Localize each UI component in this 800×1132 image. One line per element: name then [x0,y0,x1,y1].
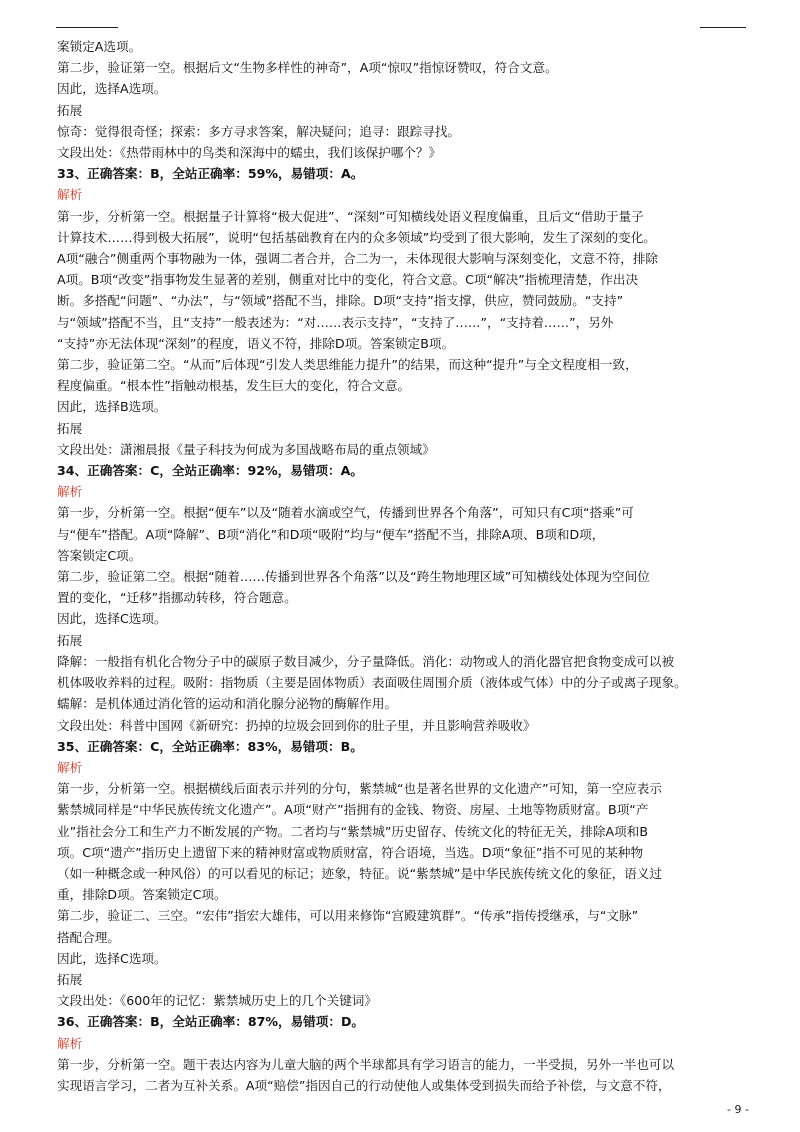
text-line: （如一种概念或一种风俗）的可以看见的标记；迹象，特征。说“紫禁城”是中华民族传统文化的象征，语义过 [57,865,662,881]
text-line: 程度偏重。“根本性”指触动根基，发生巨大的变化，符合文意。 [57,378,411,394]
analysis-heading: 解析 [57,759,83,775]
analysis-heading: 解析 [57,1035,83,1051]
text-line: 案锁定A选项。 [57,39,142,54]
text-line: 因此，选择C选项。 [57,611,167,627]
text-line: 项。C项“遗产”指历史上遗留下来的精神财富或物质财富，符合语境，当选。D项“象征”指不可见的某种物 [57,844,644,860]
text-line: 拓展 [57,420,83,436]
text-line: 文段出处：《600年的记忆：紫禁城历史上的几个关键词》 [57,993,377,1009]
text-line: 拓展 [57,632,83,648]
text-line: 文段出处：潇湘晨报《量子科技为何成为多国战略布局的重点领域》 [57,441,435,457]
text-line: 第一步，分析第一空。根据“便车”以及“随着水滴或空气，传播到世界各个角落”，可知只有C项“搭乘”可 [57,505,634,521]
header-rule-right [700,27,746,28]
answer-line: 36、正确答案：B，全站正确率：87%，易错项：D。 [57,1014,365,1030]
text-line: 与“便车”搭配。A项“降解”、B项“消化”和D项“吸附”均与“便车”搭配不当，排除A项、B项和D项， [57,526,605,542]
text-line: 惊奇：觉得很奇怪；探索：多方寻求答案，解决疑问；追寻：跟踪寻找。 [57,123,460,139]
text-line: 与“领域”搭配不当，且“支持”一般表述为：“对……表示支持”，“支持了……”，“支持着……”，另外 [57,314,614,330]
text-line: 搭配合理。 [57,929,120,945]
page-number: - 9 - [727,1103,749,1116]
text-line: 计算技术……得到极大拓展”，说明“包括基础教育在内的众多领域”均受到了很大影响，发生了深刻的变化。 [57,229,656,245]
text-line: A项“融合”侧重两个事物融为一体，强调二者合并，合二为一，未体现很大影响与深刻变化，文意不符，排除 [57,251,658,267]
answer-line: 34、正确答案：C，全站正确率：92%，易错项：A。 [57,463,363,479]
text-line: 断。多搭配“问题”、“办法”，与“领域”搭配不当，排除。D项“支持”指支撑，供应，赞同鼓励。“支持” [57,293,624,309]
text-line: 降解：一般指有机化合物分子中的碳原子数目减少，分子量降低。消化：动物或人的消化器官把食物变成可以被 [57,653,675,669]
text-line: 第一步，分析第一空。根据量子计算将“极大促进”、“深刻”可知横线处语义程度偏重，且后文“借助于量子 [57,208,644,224]
text-line: 因此，选择C选项。 [57,950,167,966]
text-line: 第二步，验证第二空。根据“随着……传播到世界各个角落”以及“跨生物地理区域”可知横线处体现为空间位 [57,569,650,585]
answer-line: 35、正确答案：C，全站正确率：83%，易错项：B。 [57,738,363,754]
analysis-heading: 解析 [57,484,83,500]
text-line: 第二步，验证第二空。“从而”后体现“引发人类思维能力提升”的结果，而这种“提升”与全文程度相一致， [57,357,638,373]
header-rule-left [56,27,118,28]
text-line: 第一步，分析第一空。根据横线后面表示并列的分句，紫禁城“也是著名世界的文化遗产”可知，第一空应表示 [57,781,662,797]
text-line: 第一步，分析第一空。题干表达内容为儿童大脑的两个半球都具有学习语言的能力，一半受损，另外一半也可以 [57,1056,675,1072]
document-body [57,36,747,1096]
text-line: 拓展 [57,102,83,118]
text-line: 实现语言学习，二者为互补关系。A项“赔偿”指因自己的行动使他人或集体受到损失而给予补偿，与文意不符， [57,1077,671,1093]
text-line: 紫禁城同样是“中华民族传统文化遗产”。A项“财产”指拥有的金钱、物资、房屋、土地等物质财富。B项“产 [57,802,649,818]
text-line: 因此，选择A选项。 [57,81,167,97]
text-line: 文段出处：科普中国网《新研究：扔掉的垃圾会回到你的肚子里，并且影响营养吸收》 [57,717,536,733]
text-line: 机体吸收养料的过程。吸附：指物质（主要是固体物质）表面吸住周围介质（液体或气体）中的分子或离子现象。 [57,675,687,691]
text-line: 重，排除D项。答案锁定C项。 [57,887,227,903]
text-line: A项。B项“改变”指事物发生显著的差别，侧重对比中的变化，符合文意。C项“解决”指梳理清楚，作出决 [57,272,639,288]
text-line: 拓展 [57,971,83,987]
analysis-heading: 解析 [57,187,83,203]
text-line: 第二步，验证第一空。根据后文“生物多样性的神奇”，A项“惊叹”指惊讶赞叹，符合文意。 [57,60,558,76]
text-line: 业”指社会分工和生产力不断发展的产物。二者均与“紫禁城”历史留存、传统文化的特征无关，排除A项和B [57,823,648,839]
text-line: 蠕解：是机体通过消化管的运动和消化腺分泌物的酶解作用。 [57,696,398,712]
text-line: 文段出处：《热带雨林中的鸟类和深海中的蠕虫，我们该保护哪个？》 [57,145,442,161]
text-line: 置的变化，“迁移”指挪动转移，符合题意。 [57,590,297,606]
text-line: 第二步，验证二、三空。“宏伟”指宏大雄伟，可以用来修饰“宫殿建筑群”。“传承”指传授继承，与“文脉” [57,908,639,924]
text-line: 因此，选择B选项。 [57,399,167,415]
answer-line: 33、正确答案：B，全站正确率：59%，易错项：A。 [57,166,364,182]
text-line: “支持”亦无法体现“深刻”的程度，语义不符，排除D项。答案锁定B项。 [57,335,455,351]
text-line: 答案锁定C项。 [57,547,142,563]
